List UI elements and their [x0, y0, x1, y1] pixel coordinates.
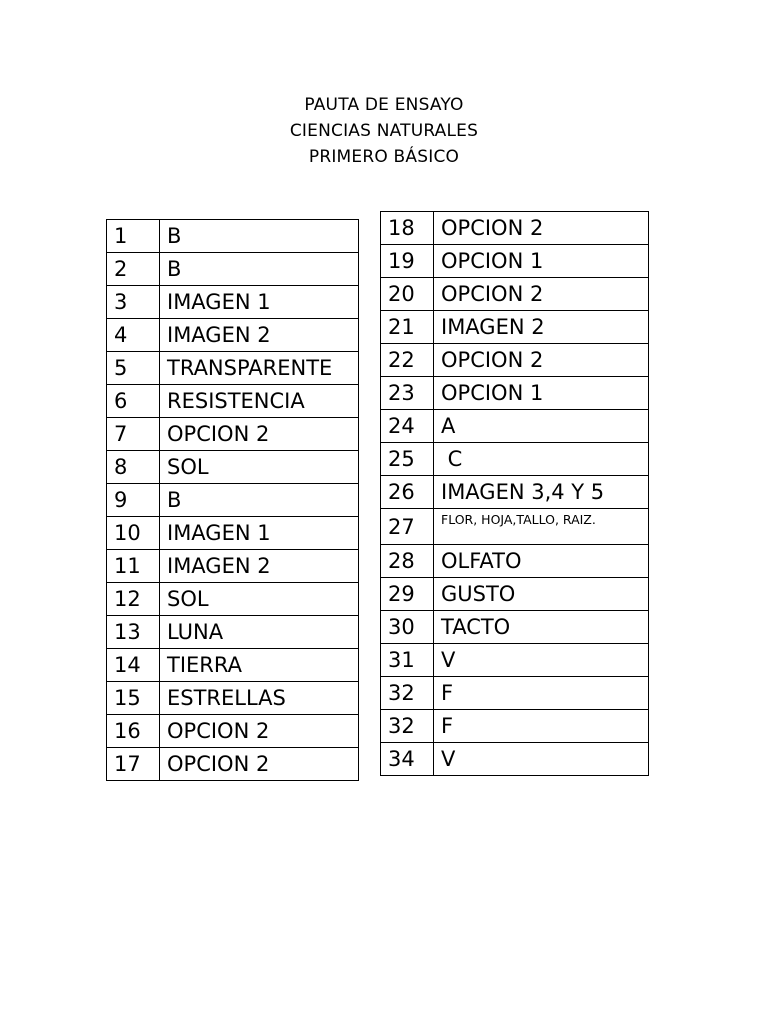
answer-cell: OPCION 2 [434, 212, 649, 245]
table-row [107, 715, 359, 748]
answer-cell: B [160, 220, 359, 253]
table-row [381, 509, 649, 545]
question-number: 1 [107, 220, 160, 253]
question-number: 10 [107, 517, 160, 550]
answer-cell: F [434, 677, 649, 710]
answer-cell: TACTO [434, 611, 649, 644]
question-number: 30 [381, 611, 434, 644]
answer-cell: V [434, 644, 649, 677]
question-number: 17 [107, 748, 160, 781]
question-number: 8 [107, 451, 160, 484]
answer-cell: C [434, 443, 649, 476]
question-number: 23 [381, 377, 434, 410]
answer-cell: SOL [160, 451, 359, 484]
answer-cell: OPCION 2 [434, 278, 649, 311]
answer-cell: ESTRELLAS [160, 682, 359, 715]
question-number: 2 [107, 253, 160, 286]
table-row [381, 611, 649, 644]
document-header [0, 92, 768, 170]
answer-cell: B [160, 253, 359, 286]
table-row [381, 344, 649, 377]
answer-cell: OPCION 2 [434, 344, 649, 377]
question-number: 5 [107, 352, 160, 385]
table-row [107, 748, 359, 781]
answer-cell: TIERRA [160, 649, 359, 682]
table-row [107, 682, 359, 715]
answer-cell: B [160, 484, 359, 517]
answer-cell: V [434, 743, 649, 776]
question-number: 13 [107, 616, 160, 649]
table-row [381, 245, 649, 278]
question-number: 14 [107, 649, 160, 682]
table-row [107, 253, 359, 286]
table-row [381, 212, 649, 245]
answer-cell: OPCION 1 [434, 377, 649, 410]
answer-cell: OPCION 2 [160, 748, 359, 781]
answer-cell: A [434, 410, 649, 443]
question-number: 16 [107, 715, 160, 748]
answer-cell: IMAGEN 2 [434, 311, 649, 344]
table-row [381, 545, 649, 578]
answer-cell: RESISTENCIA [160, 385, 359, 418]
question-number: 31 [381, 644, 434, 677]
question-number: 15 [107, 682, 160, 715]
table-row [107, 286, 359, 319]
question-number: 27 [381, 509, 434, 545]
question-number: 11 [107, 550, 160, 583]
question-number: 25 [381, 443, 434, 476]
question-number: 3 [107, 286, 160, 319]
header-title: PAUTA DE ENSAYO [304, 95, 464, 115]
header-subject: CIENCIAS NATURALES [289, 121, 479, 141]
table-row [107, 484, 359, 517]
answer-cell: OPCION 2 [160, 418, 359, 451]
answer-cell: IMAGEN 2 [160, 319, 359, 352]
answer-table-right [380, 211, 649, 776]
answer-cell: IMAGEN 1 [160, 286, 359, 319]
table-row [381, 677, 649, 710]
table-row [381, 377, 649, 410]
table-row [381, 443, 649, 476]
question-number: 12 [107, 583, 160, 616]
table-row [107, 352, 359, 385]
table-row [381, 710, 649, 743]
question-number: 9 [107, 484, 160, 517]
question-number: 7 [107, 418, 160, 451]
answer-cell: LUNA [160, 616, 359, 649]
answer-cell: SOL [160, 583, 359, 616]
table-row [107, 649, 359, 682]
question-number: 6 [107, 385, 160, 418]
table-row [107, 550, 359, 583]
question-number: 32 [381, 710, 434, 743]
table-row [107, 220, 359, 253]
question-number: 24 [381, 410, 434, 443]
answer-cell: TRANSPARENTE [160, 352, 359, 385]
answer-cell: FLOR, HOJA,TALLO, RAIZ. [434, 509, 649, 545]
table-row [107, 418, 359, 451]
table-row [107, 517, 359, 550]
table-row [381, 644, 649, 677]
answer-cell: F [434, 710, 649, 743]
answer-cell: GUSTO [434, 578, 649, 611]
question-number: 26 [381, 476, 434, 509]
table-row [107, 583, 359, 616]
question-number: 32 [381, 677, 434, 710]
question-number: 34 [381, 743, 434, 776]
table-row [381, 578, 649, 611]
answer-cell: IMAGEN 1 [160, 517, 359, 550]
table-row [381, 743, 649, 776]
table-row [107, 451, 359, 484]
header-grade: PRIMERO BÁSICO [308, 147, 460, 167]
table-row [381, 311, 649, 344]
table-row [381, 410, 649, 443]
table-row [107, 319, 359, 352]
question-number: 19 [381, 245, 434, 278]
question-number: 20 [381, 278, 434, 311]
table-row [107, 385, 359, 418]
answer-cell: OPCION 1 [434, 245, 649, 278]
table-row [381, 278, 649, 311]
question-number: 4 [107, 319, 160, 352]
table-row [381, 476, 649, 509]
question-number: 29 [381, 578, 434, 611]
answer-cell: OPCION 2 [160, 715, 359, 748]
question-number: 21 [381, 311, 434, 344]
answer-cell: IMAGEN 2 [160, 550, 359, 583]
table-row [107, 616, 359, 649]
answer-cell: OLFATO [434, 545, 649, 578]
question-number: 22 [381, 344, 434, 377]
answer-table-left [106, 219, 359, 781]
question-number: 18 [381, 212, 434, 245]
question-number: 28 [381, 545, 434, 578]
answer-cell: IMAGEN 3,4 Y 5 [434, 476, 649, 509]
